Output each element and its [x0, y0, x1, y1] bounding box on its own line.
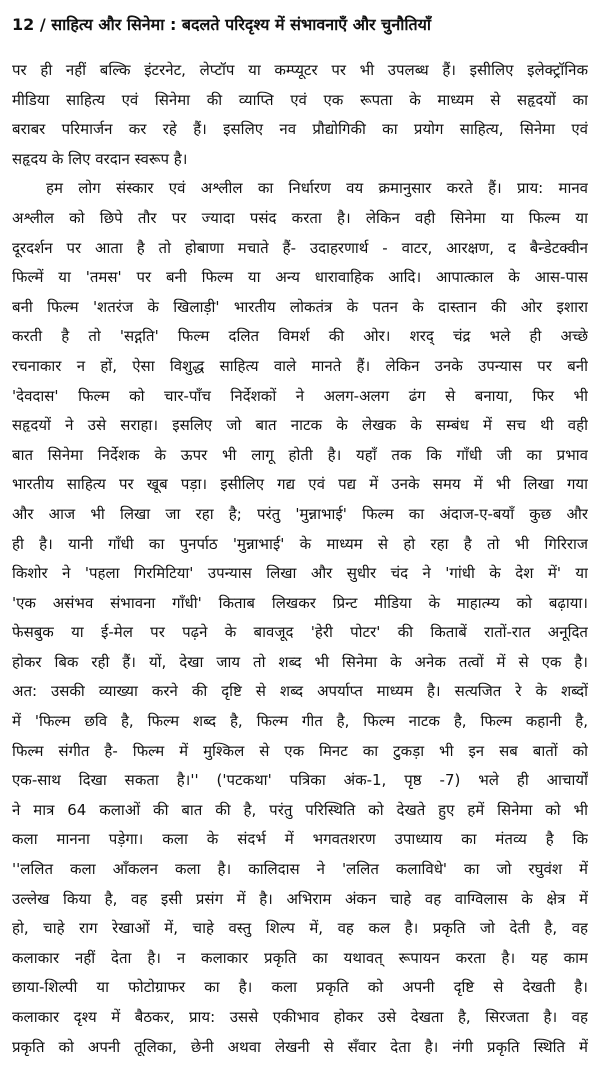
text-line: फेसबुक या ई-मेल पर पढ़ने के बावजूद 'हेरी पोटर' की किताबें रातों-रात अनूदित — [12, 623, 588, 642]
text-line: उल्लेख किया है, वह इसी प्रसंग में है। अभिराम अंकन चाहे वह वाग्विलास के क्षेत्र में — [12, 889, 588, 908]
text-line: 'एक असंभव संभावना गाँधी' किताब लिखकर प्रिन्ट मीडिया के माहात्म्य को बढ़ाया। — [12, 593, 588, 612]
text-line: हो, चाहे राग रेखाओं में, चाहे वस्तु शिल्प में, वह कल है। प्रकृति जो देती है, वह — [12, 919, 588, 938]
text-line: फिल्म संगीत है- फिल्म में मुश्किल से एक मिनट का टुकड़ा भी इन सब बातों को — [12, 741, 588, 760]
running-head: 12 / साहित्य और सिनेमा : बदलते परिदृश्य में संभावनाएँ और चुनौतियाँ — [12, 15, 432, 34]
text-line: मीडिया साहित्य एवं सिनेमा की व्याप्ति एवं एक रूपता के माध्यम से सहृदयों का — [12, 90, 588, 109]
text-line: फिल्में या 'तमस' पर बनी फिल्म या अन्य धारावाहिक आदि। आपात्काल के आस-पास — [12, 268, 588, 287]
text-line: ही है। यानी गाँधी का पुनर्पाठ 'मुन्नाभाई' के माध्यम से हो रहा है तो भी गिरिराज — [12, 534, 588, 553]
text-line: प्रकृति को अपनी तूलिका, छेनी अथवा लेखनी से सँवार देता है। नंगी प्रकृति स्थिति में — [12, 1037, 588, 1056]
text-line: ''ललित कला आँकलन कला है। कालिदास ने 'ललित कलाविधे' का जो रघुवंश में — [12, 860, 588, 879]
text-line: दूरदर्शन पर आता है तो होबाणा मचाते हैं- उदाहरणार्थ - वाटर, आरक्षण, द बैन्डेटक्वीन — [12, 238, 588, 257]
text-line: बराबर परिमार्जन कर रहे हैं। इसलिए नव प्रौद्योगिकी का प्रयोग साहित्य, सिनेमा एवं — [12, 120, 588, 139]
text-line: एक-साथ दिखा सकता है।'' ('पटकथा' पत्रिका अंक-1, पृष्ठ -7) भले ही आचार्यों — [12, 771, 588, 790]
text-line: किशोर ने 'पहला गिरमिटिया' उपन्यास लिखा और सुधीर चंद ने 'गांधी के देश में' या — [12, 564, 588, 583]
text-line: कलाकार नहीं देता है। न कलाकार प्रकृति का यथावत् रूपायन करता है। यह काम — [12, 948, 588, 967]
text-line: रचनाकार न हों, ऐसा विशुद्ध साहित्य वाले मानते हैं। लेकिन उनके उपन्यास पर बनी — [12, 356, 588, 375]
text-line: अत: उसकी व्याख्या करने की दृष्टि से शब्द अपर्याप्त माध्यम है। सत्यजित रे के शब्दों — [12, 682, 588, 701]
text-line: पर ही नहीं बल्कि इंटरनेट, लेप्टॉप या कम्प्यूटर पर भी उपलब्ध हैं। इसीलिए इलेक्ट्रॉनिक — [12, 61, 588, 79]
text-line: होकर बिक रही हैं। यों, देखा जाय तो शब्द भी सिनेमा के अनेक तत्वों में से एक है। — [12, 652, 588, 671]
text-line: अश्लील को छिपे तौर पर ज्यादा पसंद करता है। लेकिन वही सिनेमा या फिल्म या — [12, 208, 588, 227]
text-line: कला मानना पड़ेगा। कला के संदर्भ में भगवतशरण उपाध्याय का मंतव्य है कि — [12, 830, 588, 849]
body-text — [12, 56, 588, 1062]
text-line: ने मात्र 64 कलाओं की बात की है, परंतु परिस्थिति को देखते हुए हमें सिनेमा को भी — [12, 800, 588, 819]
text-line: कलाकार दृश्य में बैठकर, प्राय: उससे एकीभाव होकर उसे देखता है, सिरजता है। वह — [12, 1008, 588, 1026]
paragraph-start-line: हम लोग संस्कार एवं अश्लील का निर्धारण वय क्रमानुसार करते हैं। प्राय: मानव — [46, 179, 588, 198]
text-line: करती है तो 'सद्गति' फिल्म दलित विमर्श की ओर। शरद् चंद्र भले ही अच्छे — [12, 327, 588, 346]
text-line: सहृदयों ने उसे सराहा। इसलिए जो बात नाटक के लेखक के सम्बंध में सच थी वही — [12, 416, 588, 435]
text-line: छाया-शिल्पी या फोटोग्राफर का है। कला प्रकृति को अपनी दृष्टि से देखती है। — [12, 978, 588, 997]
text-line: में 'फिल्म छवि है, फिल्म शब्द है, फिल्म गीत है, फिल्म नाटक है, फिल्म कहानी है, — [12, 712, 588, 731]
text-line: सहृदय के लिए वरदान स्वरूप है। — [12, 149, 188, 168]
text-line: भारतीय साहित्य पर खूब पड़ा। इसीलिए गद्य एवं पद्य में उनके समय में भी लिखा गया — [12, 475, 588, 494]
text-line: बात सिनेमा निर्देशक के ऊपर भी लागू होती है। यहाँ तक कि गाँधी जी का प्रभाव — [12, 445, 588, 464]
text-line: 'देवदास' फिल्म को चार-पाँच निर्देशकों ने अलग-अलग ढंग से बनाया, फिर भी — [12, 386, 588, 405]
text-line: और आज भी लिखा जा रहा है; परंतु 'मुन्नाभाई' फिल्म का अंदाज-ए-बयाँ कुछ और — [12, 504, 588, 523]
text-line: बनी फिल्म 'शतरंज के खिलाड़ी' भारतीय लोकतंत्र के पतन के दास्तान की ओर इशारा — [12, 297, 588, 316]
